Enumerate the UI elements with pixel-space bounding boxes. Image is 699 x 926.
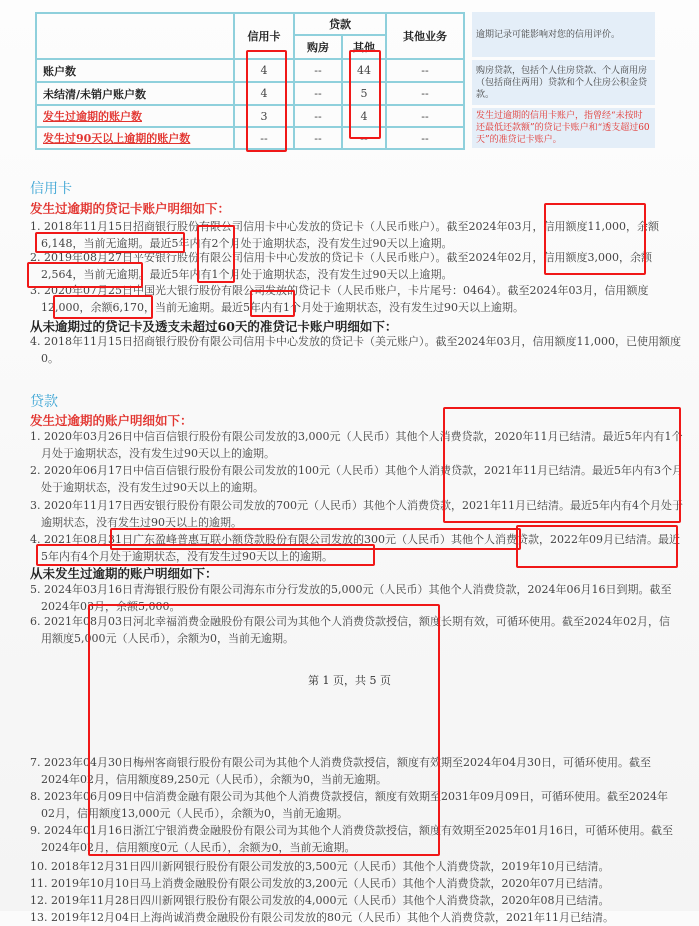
header-other: 其他: [342, 35, 386, 59]
annotation-box: [250, 290, 295, 317]
account-detail-line: 3. 2020年07月25日中国光大银行股份有限公司发放的贷记卡（人民币账户，卡片尾号：0464）。截至2024年03月，信用额度: [30, 284, 649, 297]
header-loan: 贷款: [294, 13, 386, 35]
page-footer: 第 1 页，共 5 页: [308, 674, 391, 687]
credit-card-count: 3: [234, 105, 294, 127]
blank-header-cell: [36, 13, 234, 59]
housing-count: --: [294, 59, 342, 82]
account-detail-line: 0。: [41, 351, 59, 365]
annotation-box: [36, 544, 375, 566]
account-detail-line: 4. 2021年08月31日广东盈峰普惠互联小额贷款股份有限公司发放的300元（人民币）其他个人消费贷款，2022年09月已结清。最近: [30, 533, 680, 546]
housing-count: --: [294, 105, 342, 127]
annotation-box: [88, 604, 440, 856]
account-detail-line: 2024年02月，信用额度0元（人民币），余额为0，当前无逾期。: [41, 840, 356, 854]
other-business-count: --: [386, 127, 464, 149]
annotation-box: [246, 50, 287, 152]
credit-card-count: --: [234, 127, 294, 149]
account-detail-line: 1. 2020年03月26日中信百信银行股份有限公司发放的3,000元（人民币）其他个人消费贷款，2020年11月已结清。最近5年内有1个: [30, 430, 683, 443]
account-detail-line: 4. 2018年11月15日招商银行股份有限公司信用卡中心发放的贷记卡（美元账户）。截至2024年03月，信用额度11,000，已使用额度: [30, 335, 681, 348]
other-loan-count: 5: [342, 82, 386, 105]
row-label: 账户数: [36, 59, 234, 82]
credit-card-count: 4: [234, 59, 294, 82]
section-title-loans: 贷款: [30, 394, 58, 410]
cc-normal-heading: 从未逾期过的贷记卡及透支未超过60天的准贷记卡账户明细如下：: [30, 319, 398, 334]
row-label: 发生过逾期的账户数: [36, 105, 234, 127]
other-business-count: --: [386, 59, 464, 82]
annotation-box: [443, 407, 681, 523]
account-detail-line: 12,000，余额6,170，当前无逾期。最近5年内有1个月处于逾期状态，没有发生过90天以上逾期。: [41, 300, 524, 314]
housing-count: --: [294, 82, 342, 105]
account-detail-line: 6. 2021年08月03日河北幸福消费金融股份有限公司为其他个人消费贷款授信，额度长期有效，可循环使用。截至2024年02月，信: [30, 615, 670, 628]
note-overdue-card: 发生过逾期的信用卡账户，指曾经“未按时还最低还款额”的贷记卡账户和“透支超过60天”的准贷记卡账户。: [472, 108, 655, 148]
account-detail-line: 2024年02月，信用额度89,250元（人民币），余额为0，当前无逾期。: [41, 772, 387, 786]
other-business-count: --: [386, 105, 464, 127]
account-detail-line: 8. 2023年06月09日中信消费金融有限公司为其他个人消费贷款授信，额度有效期至2031年09月09日，可循环使用。截至2024年: [30, 790, 668, 803]
annotation-box: [53, 295, 153, 319]
account-detail-line: 6,148，当前无逾期。最近5年内有2个月处于逾期状态，没有发生过90天以上逾期。: [41, 236, 453, 250]
account-detail-line: 1. 2018年11月15日招商银行股份有限公司信用卡中心发放的贷记卡（人民币账户）。截至2024年03月，信用额度11,000，余额: [30, 220, 659, 233]
header-housing: 购房: [294, 35, 342, 59]
account-detail-line: 02月，信用额度13,000元（人民币），余额为0，当前无逾期。: [41, 806, 348, 820]
section-title-credit-card: 信用卡: [30, 181, 72, 197]
account-detail-line: 5. 2024年03月16日青海银行股份有限公司海东市分行发放的5,000元（人民币）其他个人消费贷款，2024年06月16日到期。截至: [30, 583, 672, 596]
account-detail-line: 月处于逾期状态，没有发生过90天以上的逾期。: [41, 446, 275, 460]
account-detail-line: 3. 2020年11月17日西安银行股份有限公司发放的700元（人民币）其他个人消费贷款，2021年11月已结清。最近5年内有4个月处于: [30, 499, 683, 512]
credit-card-count: 4: [234, 82, 294, 105]
account-detail-line: 13. 2019年12月04日上海尚诚消费金融股份有限公司发放的80元（人民币）其他个人消费贷款，2021年11月已结清。: [30, 911, 614, 924]
header-credit-card: 信用卡: [234, 13, 294, 59]
note-housing-loan: 购房贷款，包括个人住房贷款、个人商用房（包括商住两用）贷款和个人住房公积金贷款。: [472, 60, 655, 105]
account-detail-line: 11. 2019年10月10日马上消费金融股份有限公司发放的3,200元（人民币）其他个人消费贷款，2020年07月已结清。: [30, 877, 610, 890]
cc-overdue-heading: 发生过逾期的贷记卡账户明细如下：: [30, 201, 231, 216]
account-detail-line: 2. 2019年08月27日平安银行股份有限公司信用卡中心发放的贷记卡（人民币账户）。截至2024年02月，信用额度3,000，余额: [30, 251, 652, 264]
other-loan-count: --: [342, 127, 386, 149]
account-detail-line: 2024年03月，余额5,000。: [41, 599, 181, 613]
account-detail-line: 2. 2020年06月17日中信百信银行股份有限公司发放的100元（人民币）其他个人消费贷款，2021年11月已结清。最近5年内有3个月: [30, 464, 683, 477]
account-detail-line: 2,564，当前无逾期。最近5年内有1个月处于逾期状态，没有发生过90天以上逾期。: [41, 267, 453, 281]
other-business-count: --: [386, 82, 464, 105]
account-detail-line: 9. 2024年01月16日浙江宁银消费金融股份有限公司为其他个人消费贷款授信，额度有效期至2025年01月16日，可循环使用。截至: [30, 824, 673, 837]
row-label: 未结清/未销户账户数: [36, 82, 234, 105]
annotation-box: [349, 50, 381, 139]
note-overdue-impact: 逾期记录可能影响对您的信用评价。: [472, 12, 655, 57]
account-detail-line: 5年内有4个月处于逾期状态，没有发生过90天以上的逾期。: [41, 549, 333, 563]
account-detail-line: 10. 2018年12月31日四川新网银行股份有限公司发放的3,500元（人民币）其他个人消费贷款，2019年10月已结清。: [30, 860, 610, 873]
annotation-box: [544, 203, 646, 275]
annotation-box: [27, 262, 143, 288]
annotation-box: [35, 232, 185, 253]
account-detail-line: 处于逾期状态，没有发生过90天以上的逾期。: [41, 480, 264, 494]
loan-overdue-heading: 发生过逾期的账户明细如下：: [30, 413, 193, 428]
annotation-box: [516, 525, 678, 568]
account-detail-line: 7. 2023年04月30日梅州客商银行股份有限公司为其他个人消费贷款授信，额度有效期至2024年04月30日，可循环使用。截至: [30, 756, 651, 769]
account-detail-line: 逾期状态，没有发生过90天以上的逾期。: [41, 515, 242, 529]
other-loan-count: 44: [342, 59, 386, 82]
loan-normal-heading: 从未发生过逾期的账户明细如下：: [30, 566, 218, 581]
housing-count: --: [294, 127, 342, 149]
account-detail-line: 12. 2019年11月28日四川新网银行股份有限公司发放的4,000元（人民币）其他个人消费贷款，2020年08月已结清。: [30, 894, 610, 907]
annotation-box: [197, 225, 235, 283]
other-loan-count: 4: [342, 105, 386, 127]
header-other-business: 其他业务: [386, 13, 464, 59]
account-detail-line: 用额度5,000元（人民币），余额为0，当前无逾期。: [41, 631, 294, 645]
row-label: 发生过90天以上逾期的账户数: [36, 127, 234, 149]
